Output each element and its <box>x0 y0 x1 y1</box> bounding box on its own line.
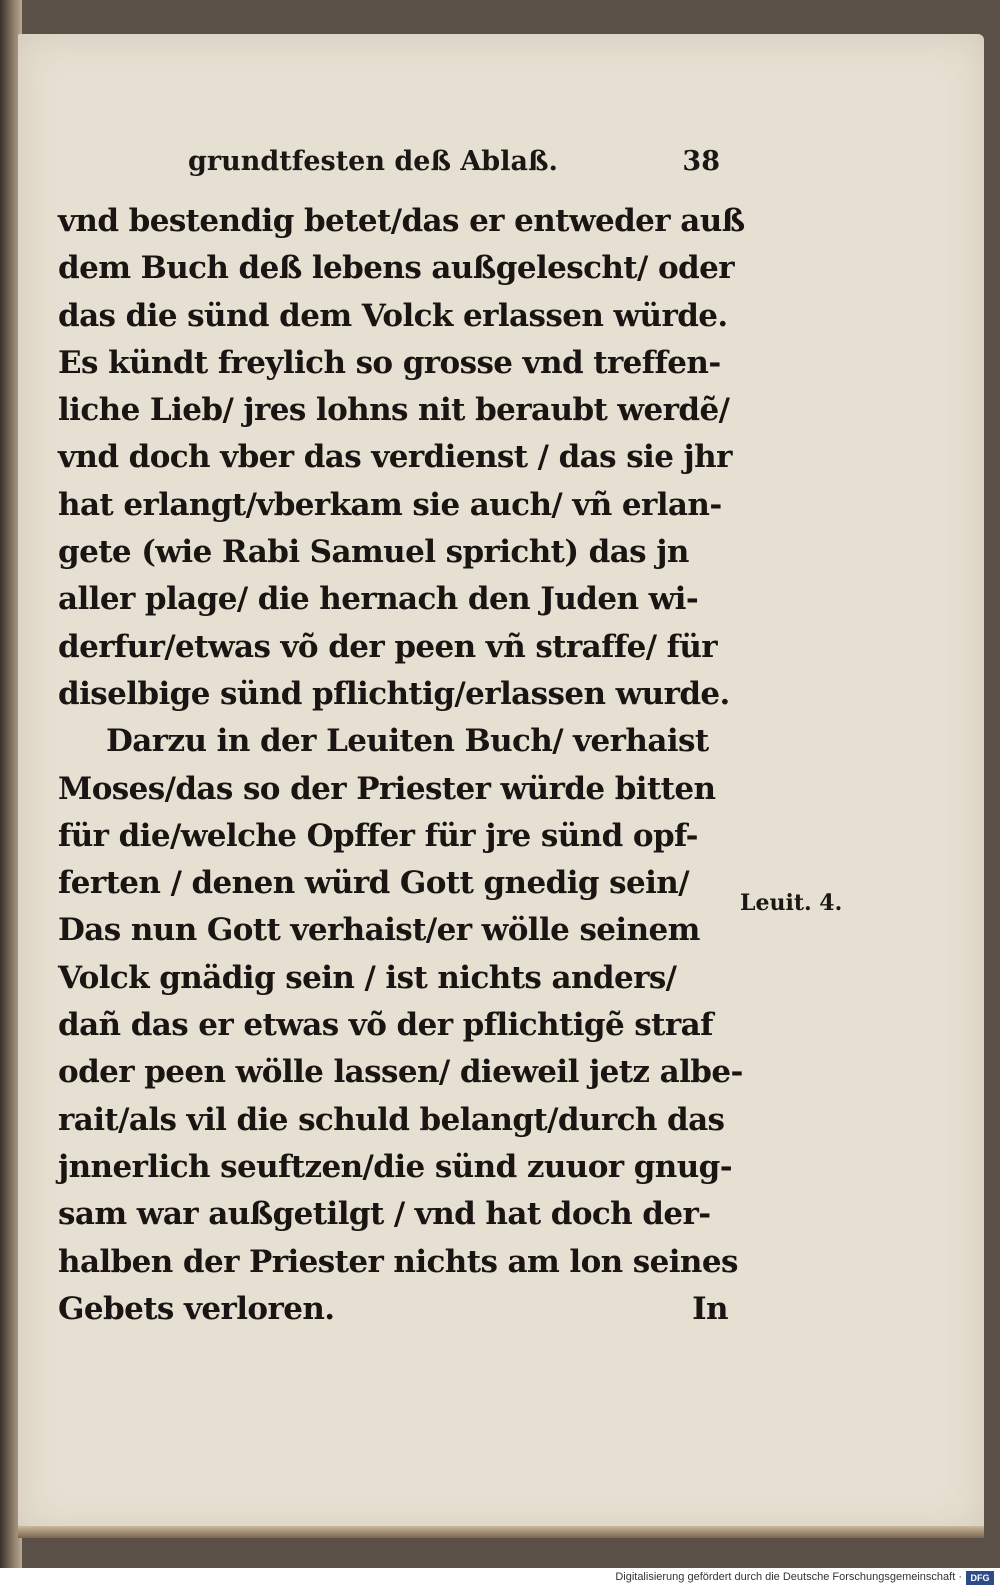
text-line: halben der Priester nichts am lon seines <box>58 1243 738 1280</box>
marginal-note: Leuit. 4. <box>740 890 843 916</box>
text-line: das die sünd dem Volck erlassen würde. <box>58 297 728 334</box>
text-line: ferten / denen würd Gott gnedig sein/ <box>58 865 689 902</box>
running-head: grundtfesten deß Ablaß. <box>188 146 558 177</box>
text-line: rait/als vil die schuld belangt/durch das <box>58 1101 725 1138</box>
text-line: vnd bestendig betet/das er entweder auß <box>58 203 745 239</box>
text-line: liche Lieb/ jres lohns nit beraubt werdẽ/ <box>58 392 730 429</box>
text-line: Es kündt freylich so grosse vnd treffen- <box>58 344 721 381</box>
page-number: 38 <box>682 146 720 177</box>
last-text-line <box>58 1286 728 1333</box>
dfg-logo-icon: DFG <box>966 1571 994 1585</box>
text-line: sam war außgetilgt / vnd hat doch der- <box>58 1196 711 1233</box>
text-line: für die/welche Opffer für jre sünd opf- <box>58 817 698 854</box>
text-line: diselbige sünd pflichtig/erlassen wurde. <box>58 675 730 712</box>
text-line: aller plage/ die hernach den Juden wi- <box>58 581 699 618</box>
text-line: Volck gnädig sein / ist nichts anders/ <box>58 959 677 996</box>
text-line: dem Buch deß lebens außgelescht/ oder <box>58 250 734 287</box>
text-line: derfur/etwas võ der peen vñ straffe/ für <box>58 628 718 665</box>
text-line: Das nun Gott verhaist/er wölle seinem <box>58 912 700 949</box>
text-line: jnnerlich seuftzen/die sünd zuuor gnug- <box>58 1148 733 1185</box>
last-line-text: Gebets verloren. <box>58 1290 335 1327</box>
page-bottom-edge <box>18 1526 984 1538</box>
text-line: Moses/das so der Priester würde bitten <box>58 770 716 807</box>
page-header <box>60 138 720 188</box>
body-text <box>58 198 745 1333</box>
text-line: hat erlangt/vberkam sie auch/ vñ erlan- <box>58 486 722 523</box>
text-line-paragraph-start: Darzu in der Leuiten Buch/ verhaist <box>106 723 709 760</box>
text-line: gete (wie Rabi Samuel spricht) das jn <box>58 534 689 571</box>
footer-bar <box>0 1568 1000 1591</box>
funding-credit: Digitalisierung gefördert durch die Deutsche Forschungsgemeinschaft · <box>615 1571 962 1583</box>
text-line: oder peen wölle lassen/ dieweil jetz albe- <box>58 1054 743 1091</box>
text-line: vnd doch vber das verdienst / das sie jhr <box>58 439 732 476</box>
text-line: dañ das er etwas võ der pflichtigẽ straf <box>58 1007 713 1044</box>
catchword: In <box>692 1290 728 1327</box>
